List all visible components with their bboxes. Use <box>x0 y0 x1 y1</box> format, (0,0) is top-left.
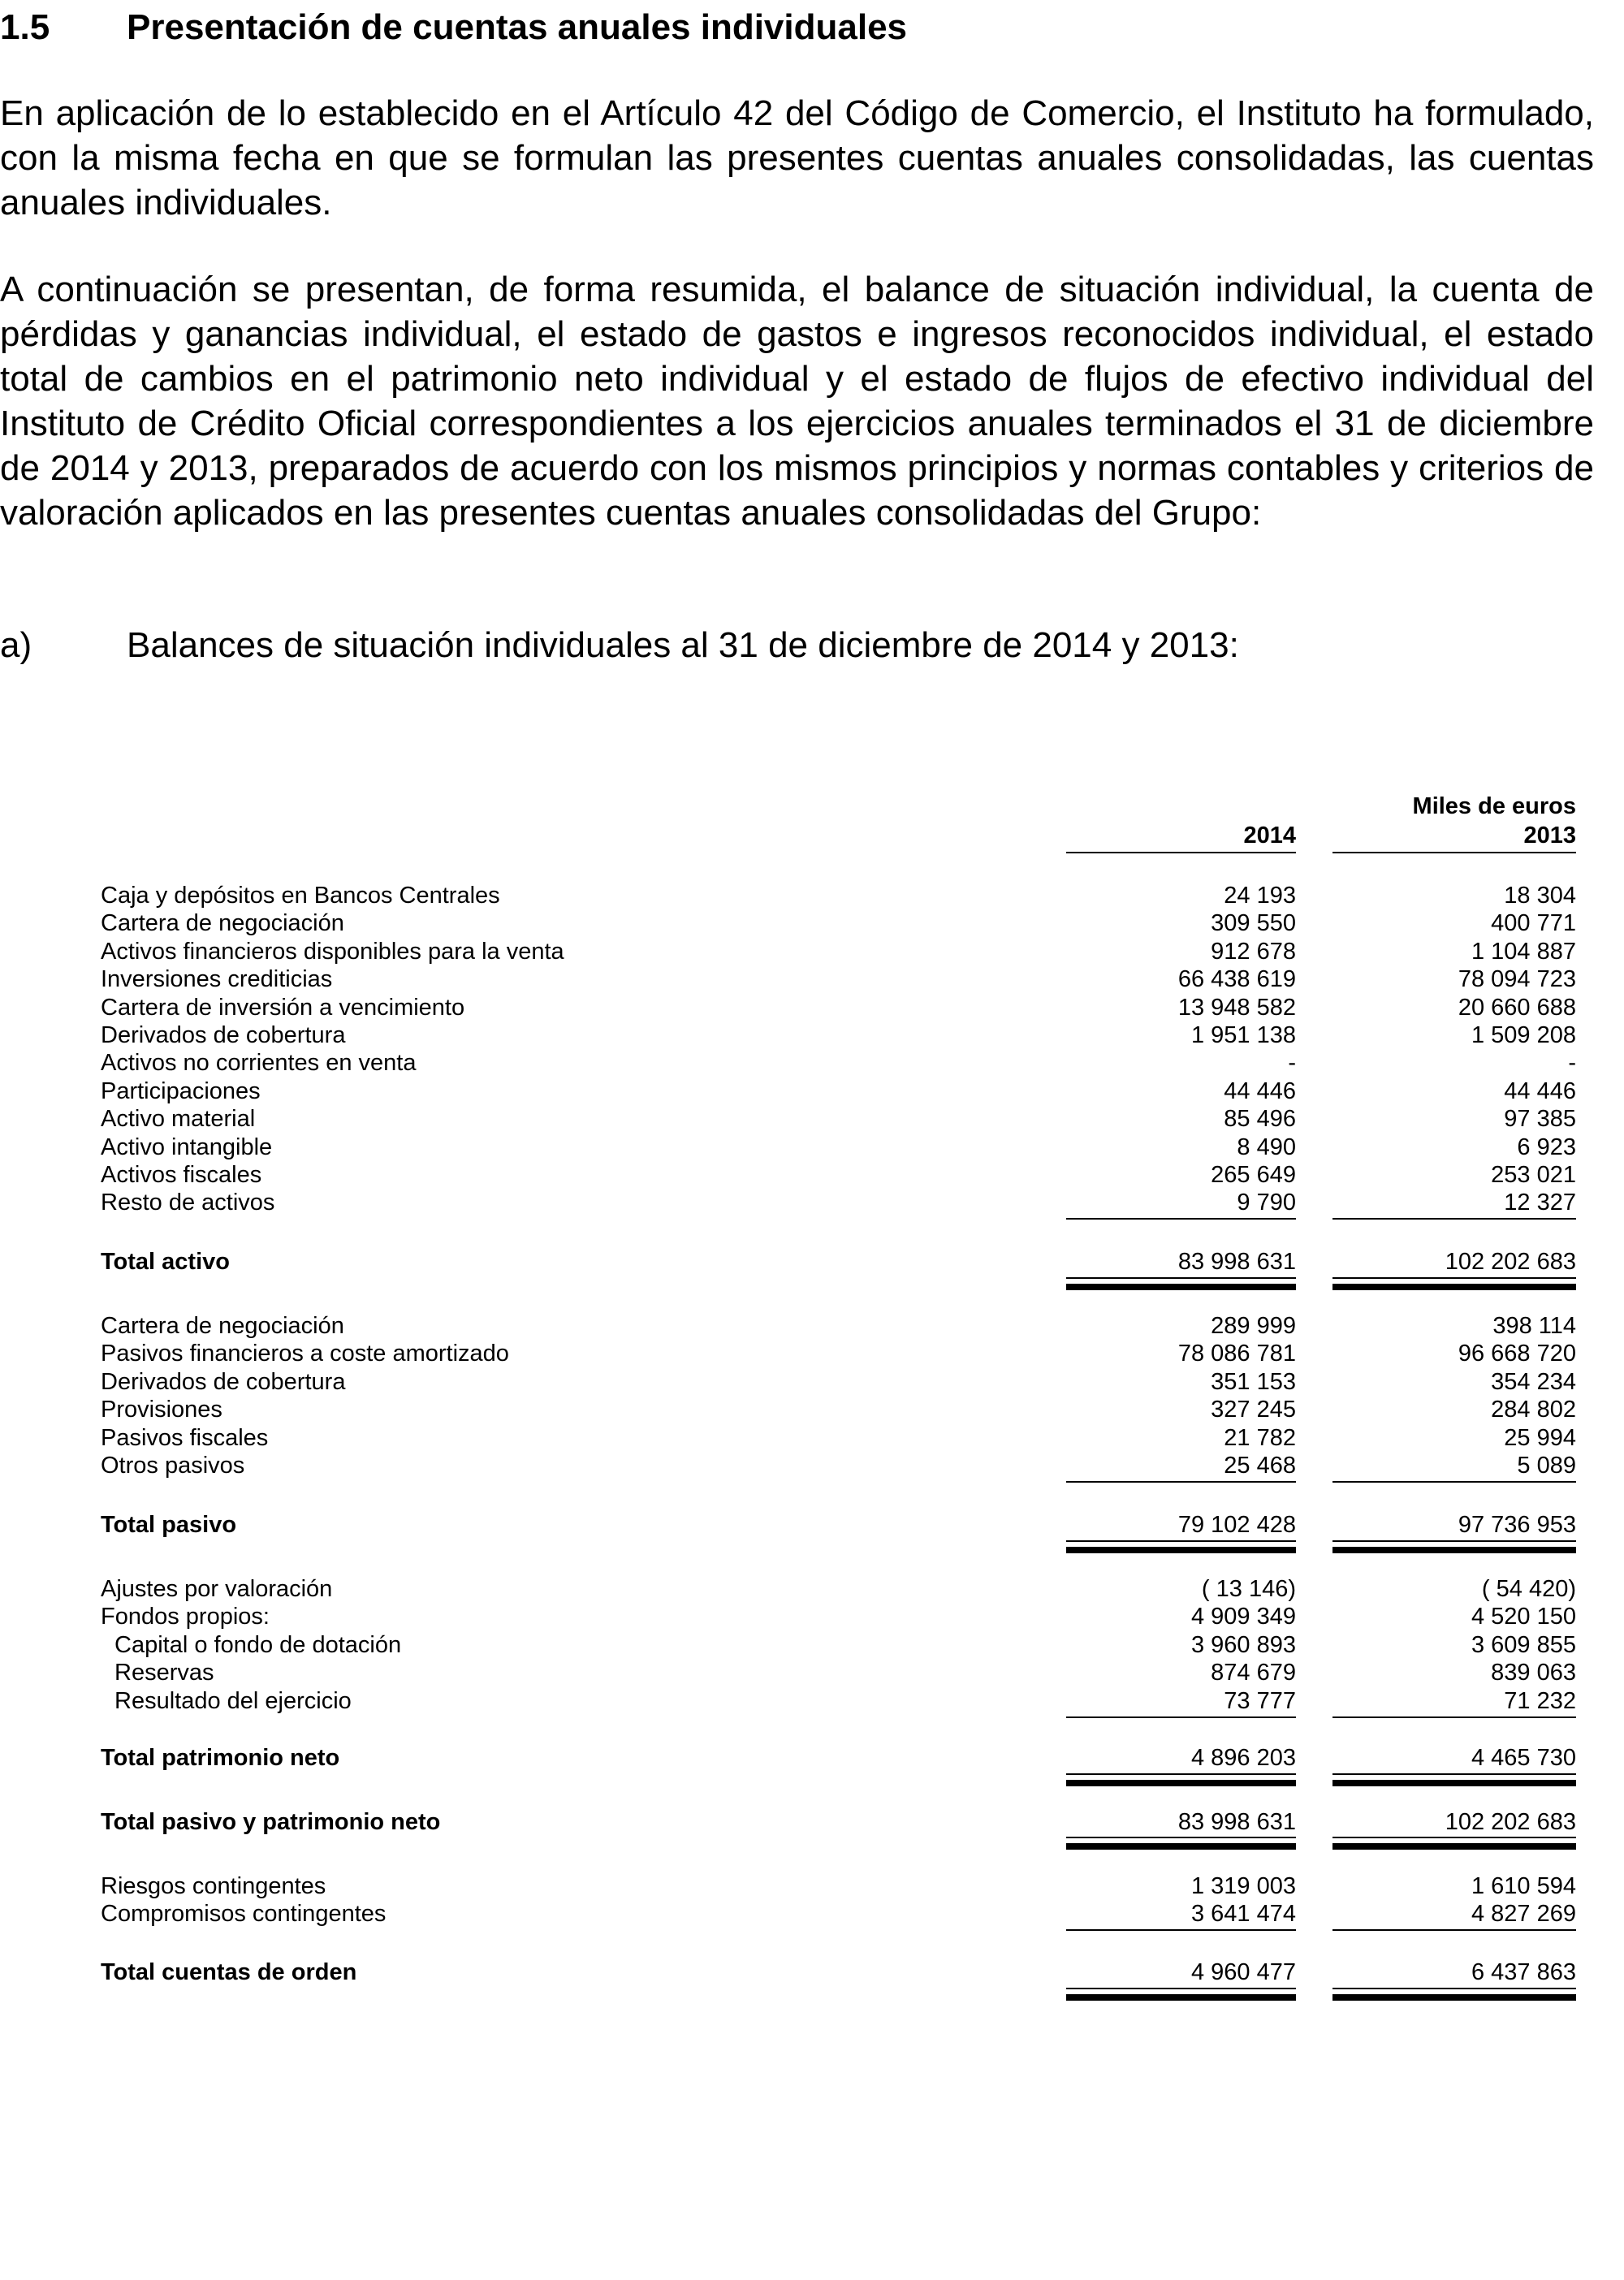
header-underline-2013 <box>1332 852 1576 853</box>
row-label: Provisiones <box>101 1397 222 1423</box>
row-value-2013: 400 771 <box>1491 910 1576 936</box>
total-label: Total pasivo <box>101 1512 237 1538</box>
column-header-2013: 2013 <box>1523 823 1576 849</box>
row-label: Derivados de cobertura <box>101 1369 346 1395</box>
total-thick-rule-2013 <box>1332 1780 1576 1786</box>
row-value-2014: 1 951 138 <box>1190 1022 1296 1048</box>
subtotal-rule-2013 <box>1332 1481 1576 1483</box>
row-label: Activos fiscales <box>101 1162 262 1188</box>
section-title: Presentación de cuentas anuales individuales <box>127 7 908 47</box>
row-value-2013: 96 668 720 <box>1458 1341 1576 1367</box>
total-value-2013: 102 202 683 <box>1445 1249 1576 1275</box>
row-label: Fondos propios: <box>101 1604 270 1630</box>
row-label: Cartera de negociación <box>101 910 344 936</box>
row-value-2013: 253 021 <box>1491 1162 1576 1188</box>
subsection-title: Balances de situación individuales al 31 de diciembre de 2014 y 2013: <box>127 625 1239 665</box>
total-thick-rule-2013 <box>1332 1284 1576 1290</box>
row-value-2014: 78 086 781 <box>1177 1341 1296 1367</box>
row-label: Pasivos financieros a coste amortizado <box>101 1341 509 1367</box>
row-label: Cartera de inversión a vencimiento <box>101 995 465 1021</box>
row-value-2014: 351 153 <box>1211 1369 1296 1395</box>
subtotal-rule-2014 <box>1066 1218 1296 1220</box>
total-value-2013: 4 465 730 <box>1471 1745 1576 1771</box>
row-label: Compromisos contingentes <box>101 1901 387 1927</box>
row-value-2014: 8 490 <box>1237 1134 1296 1160</box>
row-value-2013: 6 923 <box>1517 1134 1576 1160</box>
row-value-2014: 85 496 <box>1224 1106 1296 1132</box>
total-label: Total activo <box>101 1249 230 1275</box>
row-value-2013: 44 446 <box>1504 1078 1576 1104</box>
row-value-2014: 9 790 <box>1237 1190 1296 1216</box>
unit-header: Miles de euros <box>1412 793 1576 819</box>
row-value-2013: 839 063 <box>1491 1660 1576 1686</box>
row-value-2014: 4 909 349 <box>1190 1604 1296 1630</box>
total-thick-rule-2013 <box>1332 1843 1576 1850</box>
row-value-2013: 78 094 723 <box>1458 966 1576 992</box>
total-rule-2013 <box>1332 1277 1576 1279</box>
subsection-letter: a) <box>0 625 32 665</box>
total-rule-2014 <box>1066 1540 1296 1542</box>
row-value-2014: 912 678 <box>1211 939 1296 965</box>
total-rule-2013 <box>1332 1988 1576 1989</box>
row-value-2013: 1 104 887 <box>1471 939 1576 965</box>
total-thick-rule-2014 <box>1066 1780 1296 1786</box>
total-label: Total pasivo y patrimonio neto <box>101 1809 441 1835</box>
row-label: Activo intangible <box>101 1134 273 1160</box>
row-label: Resto de activos <box>101 1190 275 1216</box>
row-value-2014: 327 245 <box>1211 1397 1296 1423</box>
row-label: Pasivos fiscales <box>101 1425 269 1451</box>
total-thick-rule-2013 <box>1332 1994 1576 2001</box>
summary-paragraph: A continuación se presentan, de forma resumida, el balance de situación individual, la cuenta de pérdidas y ganancias individual, el estado de gastos e ingresos reconocidos individual, el estado total de cambios en el patrimonio neto individual y el estado de flujos de efectivo individual del Instituto de Crédito Oficial correspondientes a los ejercicios anuales terminados el 31 de diciembre de 2014 y 2013, preparados de acuerdo con los mismos principios y normas contables y criterios de valoración aplicados en las presentes cuentas anuales consolidadas del Grupo: <box>0 270 1594 533</box>
row-value-2013: 20 660 688 <box>1458 995 1576 1021</box>
section-number: 1.5 <box>0 7 50 47</box>
row-value-2013: 25 994 <box>1504 1425 1576 1451</box>
total-value-2013: 102 202 683 <box>1445 1809 1576 1835</box>
row-value-2014: 309 550 <box>1211 910 1296 936</box>
total-rule-2014 <box>1066 1988 1296 1989</box>
row-value-2014: 1 319 003 <box>1190 1873 1296 1899</box>
row-value-2014: 3 960 893 <box>1190 1632 1296 1658</box>
row-label: Cartera de negociación <box>101 1313 344 1339</box>
row-value-2013: 354 234 <box>1491 1369 1576 1395</box>
total-rule-2014 <box>1066 1837 1296 1838</box>
total-value-2014: 79 102 428 <box>1177 1512 1296 1538</box>
row-label: Inversiones crediticias <box>101 966 333 992</box>
row-value-2013: 97 385 <box>1504 1106 1576 1132</box>
subtotal-rule-2013 <box>1332 1218 1576 1220</box>
total-thick-rule-2013 <box>1332 1547 1576 1553</box>
total-value-2013: 6 437 863 <box>1471 1959 1576 1985</box>
row-label: Reservas <box>114 1660 214 1686</box>
total-thick-rule-2014 <box>1066 1994 1296 2001</box>
row-value-2014: 265 649 <box>1211 1162 1296 1188</box>
total-value-2014: 83 998 631 <box>1177 1809 1296 1835</box>
total-thick-rule-2014 <box>1066 1843 1296 1850</box>
total-rule-2013 <box>1332 1837 1576 1838</box>
row-value-2014: 3 641 474 <box>1190 1901 1296 1927</box>
total-thick-rule-2014 <box>1066 1284 1296 1290</box>
total-label: Total patrimonio neto <box>101 1745 340 1771</box>
total-thick-rule-2014 <box>1066 1547 1296 1553</box>
row-value-2013: 4 827 269 <box>1471 1901 1576 1927</box>
row-value-2014: ( 13 146) <box>1201 1576 1296 1602</box>
subtotal-rule-2014 <box>1066 1716 1296 1718</box>
total-rule-2013 <box>1332 1773 1576 1775</box>
total-value-2014: 4 960 477 <box>1190 1959 1296 1985</box>
row-value-2013: 12 327 <box>1504 1190 1576 1216</box>
row-value-2014: 73 777 <box>1224 1688 1296 1714</box>
subtotal-rule-2013 <box>1332 1929 1576 1931</box>
row-value-2013: 3 609 855 <box>1471 1632 1576 1658</box>
row-value-2013: ( 54 420) <box>1481 1576 1576 1602</box>
row-value-2014: 44 446 <box>1224 1078 1296 1104</box>
total-value-2013: 97 736 953 <box>1458 1512 1576 1538</box>
row-label: Derivados de cobertura <box>101 1022 346 1048</box>
row-value-2014: 24 193 <box>1224 883 1296 909</box>
row-value-2013: 5 089 <box>1517 1453 1576 1479</box>
row-value-2014: 25 468 <box>1224 1453 1296 1479</box>
row-value-2014: 21 782 <box>1224 1425 1296 1451</box>
row-value-2013: 18 304 <box>1504 883 1576 909</box>
row-value-2014: 66 438 619 <box>1177 966 1296 992</box>
row-value-2014: 13 948 582 <box>1177 995 1296 1021</box>
row-value-2013: 398 114 <box>1492 1313 1576 1339</box>
row-label: Resultado del ejercicio <box>114 1688 352 1714</box>
row-label: Riesgos contingentes <box>101 1873 326 1899</box>
total-value-2014: 4 896 203 <box>1190 1745 1296 1771</box>
row-value-2013: 1 509 208 <box>1471 1022 1576 1048</box>
total-rule-2014 <box>1066 1277 1296 1279</box>
row-label: Capital o fondo de dotación <box>114 1632 402 1658</box>
row-value-2013: 71 232 <box>1504 1688 1576 1714</box>
row-value-2014: 874 679 <box>1211 1660 1296 1686</box>
row-label: Activos financieros disponibles para la venta <box>101 939 564 965</box>
row-label: Participaciones <box>101 1078 261 1104</box>
row-label: Activos no corrientes en venta <box>101 1050 417 1076</box>
subtotal-rule-2014 <box>1066 1481 1296 1483</box>
row-value-2013: 4 520 150 <box>1471 1604 1576 1630</box>
total-value-2014: 83 998 631 <box>1177 1249 1296 1275</box>
total-rule-2013 <box>1332 1540 1576 1542</box>
row-value-2013: 1 610 594 <box>1471 1873 1576 1899</box>
row-label: Caja y depósitos en Bancos Centrales <box>101 883 500 909</box>
row-label: Otros pasivos <box>101 1453 245 1479</box>
row-label: Activo material <box>101 1106 256 1132</box>
subtotal-rule-2014 <box>1066 1929 1296 1931</box>
total-label: Total cuentas de orden <box>101 1959 357 1985</box>
total-rule-2014 <box>1066 1773 1296 1775</box>
subtotal-rule-2013 <box>1332 1716 1576 1718</box>
intro-paragraph: En aplicación de lo establecido en el Artículo 42 del Código de Comercio, el Instituto ha formulado, con la misma fecha en que se formulan las presentes cuentas anuales consolidadas, las cuentas anuales individuales. <box>0 93 1594 222</box>
row-label: Ajustes por valoración <box>101 1576 333 1602</box>
row-value-2013: 284 802 <box>1491 1397 1576 1423</box>
column-header-2014: 2014 <box>1243 823 1296 849</box>
row-value-2013: - <box>1568 1050 1576 1076</box>
header-underline-2014 <box>1066 852 1296 853</box>
row-value-2014: - <box>1288 1050 1296 1076</box>
row-value-2014: 289 999 <box>1211 1313 1296 1339</box>
